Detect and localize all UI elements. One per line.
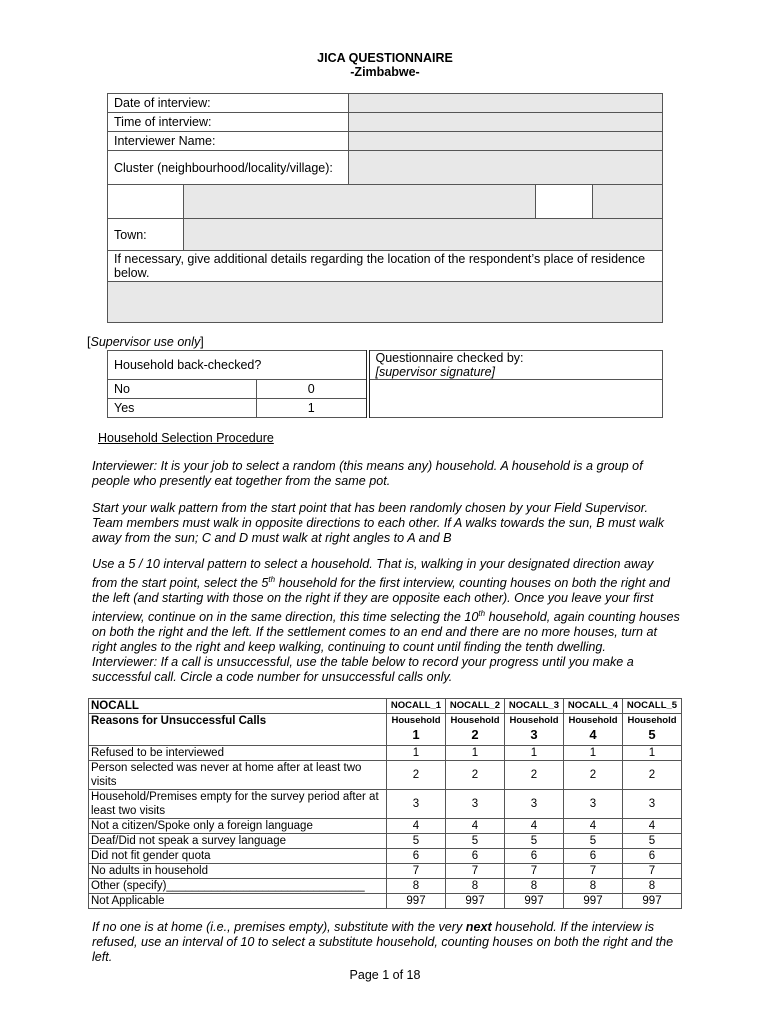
reason-code[interactable]: 4 [564,819,623,834]
reason-code[interactable]: 4 [387,819,446,834]
signature-hint: [supervisor signature] [375,365,496,379]
option-no-label: No [108,380,257,399]
reason-code[interactable]: 1 [387,746,446,761]
option-yes-label: Yes [108,399,257,418]
reason-code[interactable]: 8 [446,879,505,894]
signature-field[interactable] [368,380,663,418]
reason-code[interactable]: 3 [387,790,446,819]
supervisor-table [107,350,663,418]
reason-row [89,894,682,909]
reason-code[interactable]: 8 [387,879,446,894]
reason-code[interactable]: 2 [446,761,505,790]
procedure-paragraph-1: Interviewer: It is your job to select a random (this means any) household. A household is a group of people who presently eat together from the same pot. [92,459,643,488]
reason-code[interactable]: 1 [446,746,505,761]
column-household: Household 3 [505,714,564,746]
reason-code[interactable]: 3 [505,790,564,819]
reason-code[interactable]: 997 [387,894,446,909]
reason-row [89,761,682,790]
reason-label: Person selected was never at home after at least two visits [89,761,387,790]
reason-code[interactable]: 4 [446,819,505,834]
reason-code[interactable]: 1 [505,746,564,761]
reason-label: Not a citizen/Spoke only a foreign language [89,819,387,834]
cluster-field[interactable] [348,151,662,185]
reason-row [89,849,682,864]
reason-code[interactable]: 2 [623,761,682,790]
nocall-subtitle: Reasons for Unsuccessful Calls [89,714,387,746]
code-cell-2[interactable] [536,185,593,219]
reason-code[interactable]: 8 [623,879,682,894]
reason-label: Refused to be interviewed [89,746,387,761]
town-label: Town: [108,219,184,251]
procedure-paragraph-4: Interviewer: If a call is unsuccessful, use the table below to record your progress until you make a successful call. Circle a code number for unsuccessful calls only. [92,655,634,684]
reason-code[interactable]: 5 [564,834,623,849]
reason-row [89,819,682,834]
cluster-label: Cluster (neighbourhood/locality/village): [108,151,349,185]
reason-row [89,834,682,849]
column-household: Household 1 [387,714,446,746]
reason-label: Deaf/Did not speak a survey language [89,834,387,849]
column-code: NOCALL_1 [387,699,446,714]
date-field[interactable] [348,94,662,113]
backcheck-label: Household back-checked? [108,351,368,380]
reason-row [89,864,682,879]
reason-code[interactable]: 1 [623,746,682,761]
reason-code[interactable]: 997 [564,894,623,909]
code-field[interactable] [183,185,535,219]
closing-paragraph: If no one is at home (i.e., premises empty), substitute with the very next household. If the interview is refused, use an interval of 10 to select a substitute household, counting houses on both the right and the left. [92,920,674,964]
reason-row [89,790,682,819]
location-details-field[interactable] [108,282,663,323]
document-title: JICA QUESTIONNAIRE [317,51,453,65]
reason-code[interactable]: 5 [623,834,682,849]
location-prompt: If necessary, give additional details regarding the location of the respondent’s place of residence below. [108,251,663,282]
reason-code[interactable]: 8 [564,879,623,894]
nocall-title: NOCALL [89,699,387,714]
time-field[interactable] [348,113,662,132]
reason-code[interactable]: 997 [446,894,505,909]
column-code: NOCALL_4 [564,699,623,714]
reason-code[interactable]: 3 [623,790,682,819]
reason-label: Did not fit gender quota [89,849,387,864]
reason-code[interactable]: 6 [623,849,682,864]
reason-code[interactable]: 2 [505,761,564,790]
reason-label: No adults in household [89,864,387,879]
reason-code[interactable]: 3 [446,790,505,819]
option-yes-code[interactable]: 1 [257,399,368,418]
column-household: Household 2 [446,714,505,746]
interviewer-label: Interviewer Name: [108,132,349,151]
reason-label: Not Applicable [89,894,387,909]
reason-code[interactable]: 7 [564,864,623,879]
time-label: Time of interview: [108,113,349,132]
reason-code[interactable]: 8 [505,879,564,894]
reason-code[interactable]: 997 [505,894,564,909]
reason-code[interactable]: 4 [505,819,564,834]
document-subtitle: -Zimbabwe- [350,65,420,79]
reason-code[interactable]: 5 [446,834,505,849]
reason-code[interactable]: 7 [387,864,446,879]
reason-code[interactable]: 6 [387,849,446,864]
reason-code[interactable]: 1 [564,746,623,761]
nocall-table [88,698,682,909]
interviewer-field[interactable] [348,132,662,151]
column-household: Household 4 [564,714,623,746]
reason-code[interactable]: 7 [446,864,505,879]
reason-code[interactable]: 4 [623,819,682,834]
reason-code[interactable]: 3 [564,790,623,819]
reason-code[interactable]: 2 [564,761,623,790]
reason-code[interactable]: 6 [564,849,623,864]
date-label: Date of interview: [108,94,349,113]
reason-code[interactable]: 2 [387,761,446,790]
procedure-heading: Household Selection Procedure [98,431,274,445]
reason-row [89,746,682,761]
reason-row [89,879,682,894]
reason-code[interactable]: 6 [446,849,505,864]
interview-details-table [107,93,663,323]
reason-code[interactable]: 7 [505,864,564,879]
column-code: NOCALL_2 [446,699,505,714]
reason-code[interactable]: 5 [387,834,446,849]
reason-code[interactable]: 7 [623,864,682,879]
procedure-paragraph-2: Start your walk pattern from the start point that has been randomly chosen by your Field Supervisor. Team members must walk in opposite directions to each other. If A walks towards the sun, B must walk away from the sun; C and D must walk at right angles to A and B [92,501,665,545]
reason-code[interactable]: 997 [623,894,682,909]
reason-code[interactable]: 5 [505,834,564,849]
page-number: Page 1 of 18 [349,968,421,982]
procedure-paragraph-3: Use a 5 / 10 interval pattern to select a household. That is, walking in your designated direction away from the start point, select the 5th household for the first interview, counting houses on both the right and the left (and starting with those on the right if they are opposite each other). Once you leave your first interview, continue on in the same direction, this time selecting the 10th household, again counting houses on both the right and the left. If the settlement comes to an end and there are no more houses, turn at right angles to the right and keep walking, continuing to count until finding the tenth dwelling. [92,557,680,655]
code-field-2[interactable] [593,185,663,219]
code-cell[interactable] [108,185,184,219]
option-no-code[interactable]: 0 [257,380,368,399]
column-code: NOCALL_3 [505,699,564,714]
reason-label: Other (specify)_______________________________ [89,879,387,894]
town-field[interactable] [183,219,662,251]
column-household: Household 5 [623,714,682,746]
reason-code[interactable]: 6 [505,849,564,864]
reason-label: Household/Premises empty for the survey period after at least two visits [89,790,387,819]
column-code: NOCALL_5 [623,699,682,714]
supervisor-use-label: [Supervisor use only] [87,335,204,349]
checked-by-cell: Questionnaire checked by: [supervisor signature] [368,351,663,380]
